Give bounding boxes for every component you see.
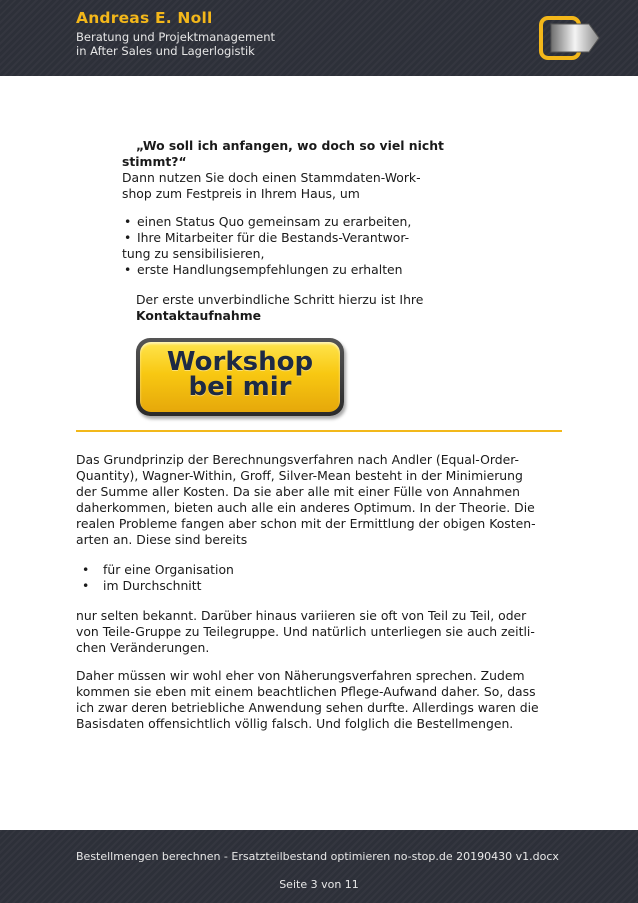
text-line: der Summe aller Kosten. Da sie aber alle mit einer Fülle von Annahmen — [76, 484, 521, 499]
workshop-button-line-1: Workshop — [166, 347, 314, 377]
workshop-button-line-2: bei mir — [188, 372, 292, 402]
list-item: • einen Status Quo gemeinsam zu erarbeiten, — [122, 214, 411, 230]
body-bullet-list — [80, 562, 234, 594]
author-subtitle — [76, 30, 275, 58]
contact-link[interactable]: Kontaktaufnahme — [136, 308, 262, 323]
intro-text-line-1: Dann nutzen Sie doch einen Stammdaten-Work- — [122, 170, 421, 185]
body-paragraph-2 — [76, 608, 535, 656]
list-item-continuation: tung zu sensibilisieren, — [122, 246, 265, 261]
text-line: Das Grundprinzip der Berechnungsverfahren nach Andler (Equal-Order- — [76, 452, 519, 467]
author-name: Andreas E. Noll — [76, 9, 213, 27]
text-line: nur selten bekannt. Darüber hinaus variieren sie oft von Teil zu Teil, oder — [76, 608, 527, 623]
workshop-button-face[interactable] — [140, 342, 340, 412]
text-line: Daher müssen wir wohl eher von Näherungsverfahren sprechen. Zudem — [76, 668, 525, 683]
intro-bullet-list — [122, 214, 411, 278]
text-line: arten an. Diese sind bereits — [76, 532, 248, 547]
body-paragraph-3 — [76, 668, 539, 732]
chevron-arrow-logo-icon — [539, 16, 601, 60]
subtitle-line-1: Beratung und Projektmanagement — [76, 30, 276, 44]
text-line: chen Veränderungen. — [76, 640, 210, 655]
intro-heading — [122, 138, 444, 202]
text-line: Quantity), Wagner-Within, Groff, Silver-Mean besteht in der Minimierung — [76, 468, 523, 483]
cta-line: Der erste unverbindliche Schritt hierzu ist Ihre — [136, 292, 424, 307]
list-item: • für eine Organisation — [80, 562, 234, 578]
workshop-button[interactable] — [136, 338, 344, 416]
cta-text — [136, 292, 423, 324]
page-header — [0, 0, 638, 76]
text-line: kommen sie eben mit einem beachtlichen Pflege-Aufwand daher. So, dass — [76, 684, 536, 699]
section-divider — [76, 430, 562, 432]
intro-heading-line-1: „Wo soll ich anfangen, wo doch so viel nicht — [136, 138, 444, 153]
text-line: von Teile-Gruppe zu Teilegruppe. Und natürlich unterliegen sie auch zeitli- — [76, 624, 535, 639]
page-footer — [0, 830, 638, 903]
footer-document-name: Bestellmengen berechnen - Ersatzteilbestand optimieren no-stop.de 20190430 v1.docx — [76, 850, 559, 863]
intro-heading-line-2: stimmt?“ — [122, 154, 187, 169]
list-item: • Ihre Mitarbeiter für die Bestands-Verantwor- — [122, 230, 411, 246]
list-item: • erste Handlungsempfehlungen zu erhalten — [122, 262, 411, 278]
text-line: ich zwar deren betriebliche Anwendung sehen durfte. Allerdings waren die — [76, 700, 539, 715]
text-line: realen Probleme fangen aber schon mit der Ermittlung der obigen Kosten- — [76, 516, 536, 531]
footer-page-number: Seite 3 von 11 — [279, 878, 359, 891]
intro-text-line-2: shop zum Festpreis in Ihrem Haus, um — [122, 186, 360, 201]
text-line: daherkommen, bieten auch alle ein anderes Optimum. In der Theorie. Die — [76, 500, 535, 515]
subtitle-line-2: in After Sales und Lagerlogistik — [76, 44, 255, 58]
text-line: Basisdaten offensichtlich völlig falsch. Und folglich die Bestellmengen. — [76, 716, 514, 731]
body-paragraph-1 — [76, 452, 536, 548]
list-item: • im Durchschnitt — [80, 578, 234, 594]
